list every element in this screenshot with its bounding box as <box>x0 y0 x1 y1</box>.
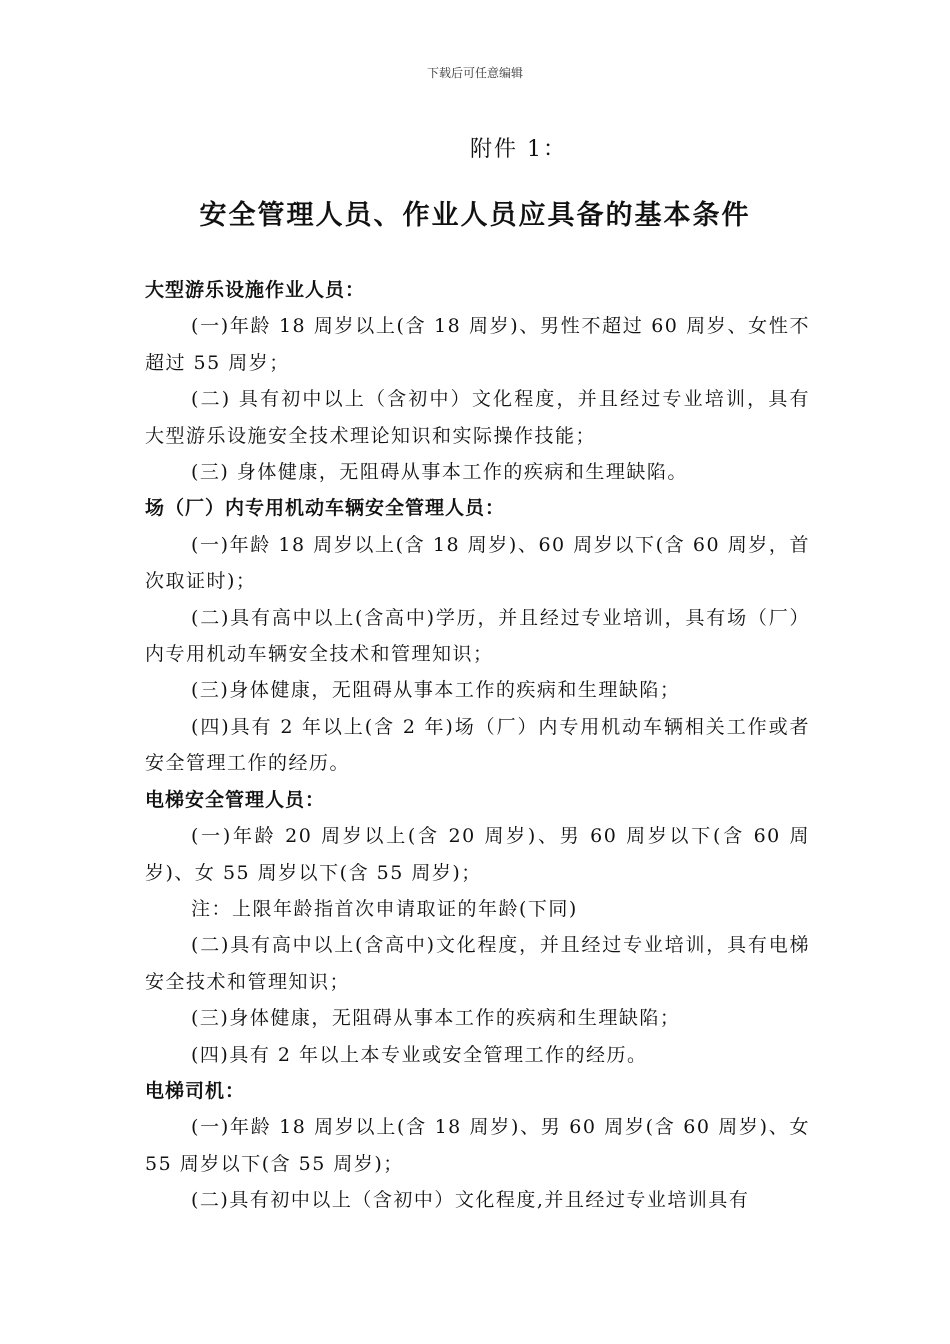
paragraph: (二)具有高中以上(含高中)文化程度，并且经过专业培训，具有电梯安全技术和管理知识； <box>145 934 810 993</box>
paragraph: (三)身体健康，无阻碍从事本工作的疾病和生理缺陷； <box>191 679 681 702</box>
section-heading: 电梯司机： <box>145 1079 246 1102</box>
section-heading: 大型游乐设施作业人员： <box>145 279 366 301</box>
document-title: 安全管理人员、作业人员应具备的基本条件 <box>199 200 751 231</box>
paragraph: (一)年龄 18 周岁以上(含 18 周岁)、男性不超过 60 周岁、女性不超过 55 周岁； <box>145 315 810 374</box>
attachment-label: 附件 1： <box>470 137 567 162</box>
paragraph: (四)具有 2 年以上(含 2 年)场（厂）内专用机动车辆相关工作或者安全管理工作的经历。 <box>145 715 810 775</box>
paragraph: (一)年龄 18 周岁以上(含 18 周岁)、60 周岁以下(含 60 周岁，首次取证时)； <box>145 533 810 593</box>
header-note: 下载后可任意编辑 <box>426 66 523 80</box>
paragraph: (三)身体健康，无阻碍从事本工作的疾病和生理缺陷； <box>191 1007 681 1030</box>
document-body <box>145 272 810 1219</box>
section-heading: 电梯安全管理人员： <box>145 788 326 811</box>
paragraph: (二)具有初中以上（含初中）文化程度,并且经过专业培训具有 <box>191 1189 750 1212</box>
paragraph: (三) 身体健康，无阻碍从事本工作的疾病和生理缺陷。 <box>191 461 688 484</box>
paragraph: (一)年龄 20 周岁以上(含 20 周岁)、男 60 周岁以下(含 60 周岁)、女 55 周岁以下(含 55 周岁)； <box>145 825 810 884</box>
note-paragraph: 注：上限年龄指首次申请取证的年龄(下同) <box>191 897 578 920</box>
paragraph: (四)具有 2 年以上本专业或安全管理工作的经历。 <box>191 1043 648 1066</box>
paragraph: (二) 具有初中以上（含初中）文化程度，并且经过专业培训，具有大型游乐设施安全技术理论知识和实际操作技能； <box>145 388 810 447</box>
section-heading: 场（厂）内专用机动车辆安全管理人员： <box>145 497 506 520</box>
paragraph: (一)年龄 18 周岁以上(含 18 周岁)、男 60 周岁(含 60 周岁)、女 55 周岁以下(含 55 周岁)； <box>145 1116 810 1175</box>
paragraph: (二)具有高中以上(含高中)学历，并且经过专业培训，具有场（厂）内专用机动车辆安全技术和管理知识； <box>145 606 810 666</box>
